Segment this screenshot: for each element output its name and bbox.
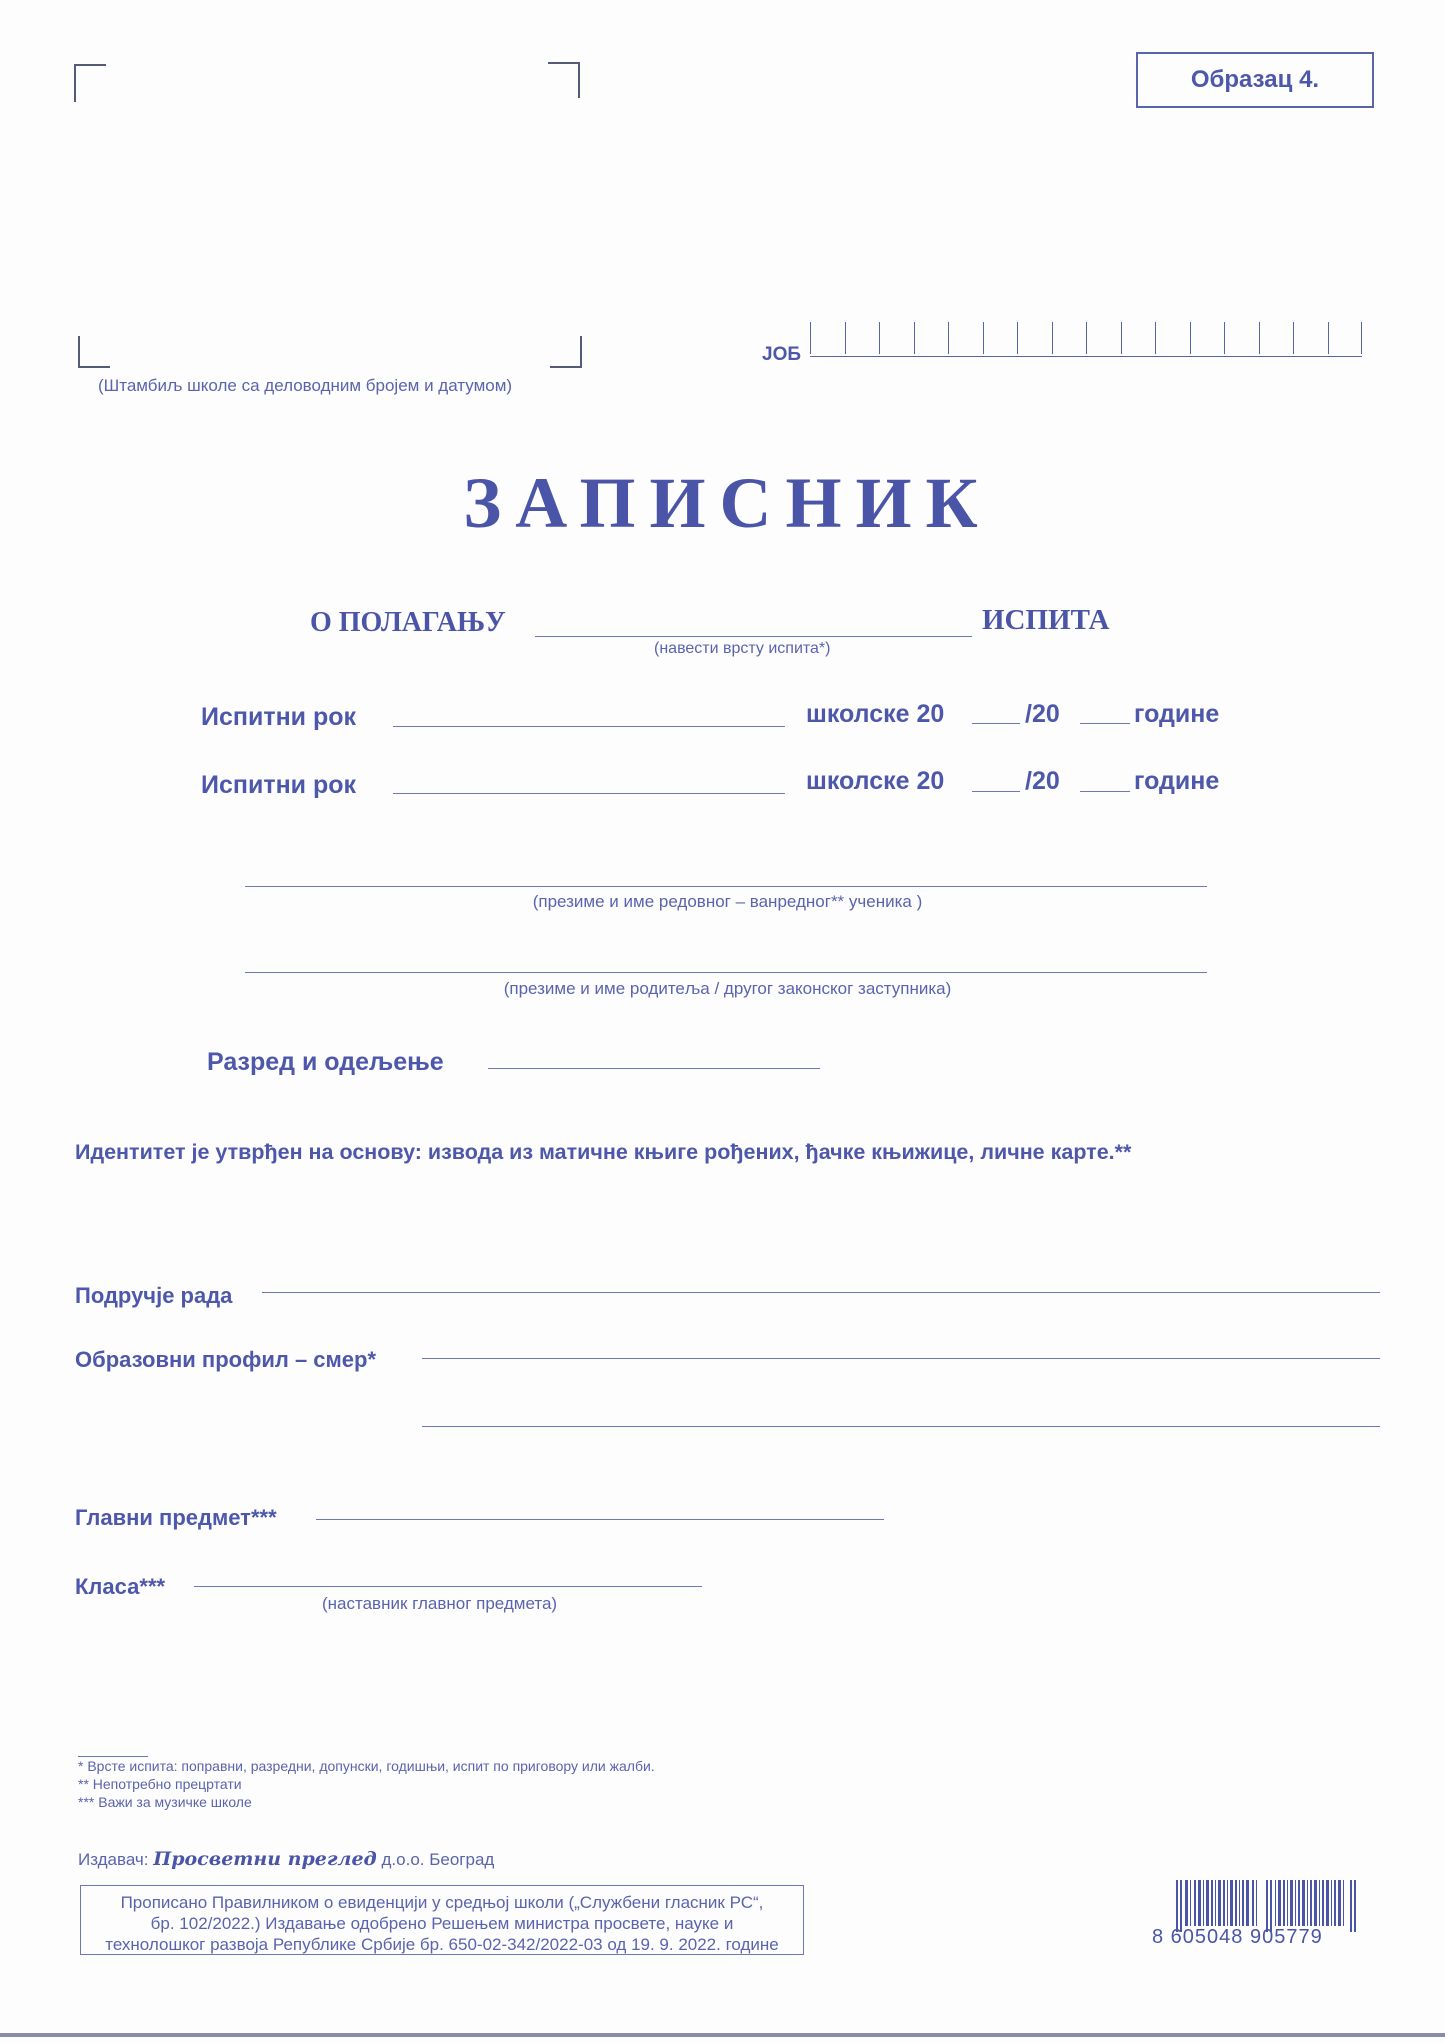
parent-name-field[interactable] (245, 972, 1207, 973)
job-tick (983, 322, 984, 354)
year-start-field[interactable] (972, 791, 1020, 792)
job-tick (1259, 322, 1260, 354)
profile-label: Образовни профил – смер* (75, 1347, 377, 1372)
year-end-field[interactable] (1080, 791, 1130, 792)
publisher-logo: Просветни преглед (153, 1848, 377, 1870)
exam-term-label: Испитни рок (201, 703, 357, 731)
barcode-number: 8 605048 905779 (1152, 1926, 1323, 1948)
regulation-line: технолошког развоја Републике Србије бр. 650-02-342/2022-03 од 19. 9. 2022. године (105, 1935, 779, 1954)
year-slash: /20 (1025, 767, 1060, 795)
publisher-line (78, 1848, 494, 1870)
class-label: Разред и одељење (207, 1048, 444, 1076)
publisher-suffix: д.о.о. Београд (381, 1850, 495, 1869)
job-tick (879, 322, 880, 354)
job-tick (1190, 322, 1191, 354)
class-field[interactable] (488, 1068, 820, 1069)
klasa-field[interactable] (194, 1586, 702, 1587)
teacher-caption: (наставник главног предмета) (322, 1594, 558, 1613)
publisher-prefix: Издавач: (78, 1850, 149, 1869)
exam-term-field[interactable] (393, 726, 785, 727)
job-tick (810, 322, 811, 354)
year-end-field[interactable] (1080, 723, 1130, 724)
main-subject-label: Главни предмет*** (75, 1505, 277, 1530)
stamp-corner-bottom-left (78, 336, 110, 368)
job-tick (914, 322, 915, 354)
job-tick (1361, 322, 1362, 354)
footnote: * Врсте испита: поправни, разредни, допунски, годишњи, испит по приговору или жалби. (78, 1758, 655, 1774)
regulation-line: Прописано Правилником о евиденцији у средњој школи („Службени гласник РС“, (120, 1893, 764, 1912)
school-year-prefix: школске 20 (806, 700, 945, 728)
year-suffix: године (1134, 700, 1220, 728)
footnote: *** Важи за музичке школе (78, 1794, 252, 1810)
profile-field-continued[interactable] (422, 1426, 1380, 1427)
field-of-work-label: Подручје рада (75, 1283, 233, 1308)
year-slash: /20 (1025, 700, 1060, 728)
klasa-label: Класа*** (75, 1574, 166, 1599)
form-number: Образац 4. (1190, 66, 1320, 93)
job-tick (845, 322, 846, 354)
document-title: ЗАПИСНИК (463, 463, 992, 543)
student-name-field[interactable] (245, 886, 1207, 887)
exam-type-field[interactable] (535, 636, 972, 637)
stamp-corner-top-left (74, 64, 106, 102)
form-number-box (1136, 52, 1374, 108)
footnote-separator (78, 1756, 148, 1757)
stamp-corner-bottom-right (550, 336, 582, 368)
job-tick (1293, 322, 1294, 354)
job-tick (1086, 322, 1087, 354)
footnote: ** Непотребно прецртати (78, 1776, 242, 1792)
job-tick (1121, 322, 1122, 354)
identity-text: Идентитет је утврђен на основу: извода из матичне књиге рођених, ђачке књижице, личне карте.** (75, 1140, 1132, 1164)
school-year-prefix: школске 20 (806, 767, 945, 795)
barcode-bars (1174, 1880, 1364, 1932)
regulation-box (80, 1885, 804, 1955)
barcode (1152, 1880, 1364, 1950)
job-tick (948, 322, 949, 354)
year-suffix: године (1134, 767, 1220, 795)
profile-field[interactable] (422, 1358, 1380, 1359)
job-label: ЈОБ (762, 344, 802, 365)
job-tick (1052, 322, 1053, 354)
year-start-field[interactable] (972, 723, 1020, 724)
main-subject-field[interactable] (316, 1519, 884, 1520)
exam-term-field[interactable] (393, 793, 785, 794)
job-tick (1017, 322, 1018, 354)
stamp-corner-top-right (548, 62, 580, 98)
page-bottom-edge (0, 2033, 1445, 2037)
job-tick (1328, 322, 1329, 354)
regulation-line: бр. 102/2022.) Издавање одобрено Решењем министра просвете, науке и (150, 1914, 734, 1933)
job-tick (1224, 322, 1225, 354)
job-tick (1155, 322, 1156, 354)
student-name-caption: (презиме и име редовног – ванредног** ученика ) (532, 892, 923, 911)
stamp-caption: (Штамбиљ школе са деловодним бројем и датумом) (98, 376, 513, 395)
field-of-work-field[interactable] (262, 1292, 1380, 1293)
exam-term-label: Испитни рок (201, 771, 357, 799)
exam-type-hint: (навести врсту испита*) (654, 640, 831, 657)
parent-name-caption: (презиме и име родитеља / другог законског заступника) (503, 979, 952, 998)
exam-prefix: О ПОЛАГАЊУ (310, 607, 506, 638)
exam-suffix: ИСПИТА (982, 604, 1110, 636)
